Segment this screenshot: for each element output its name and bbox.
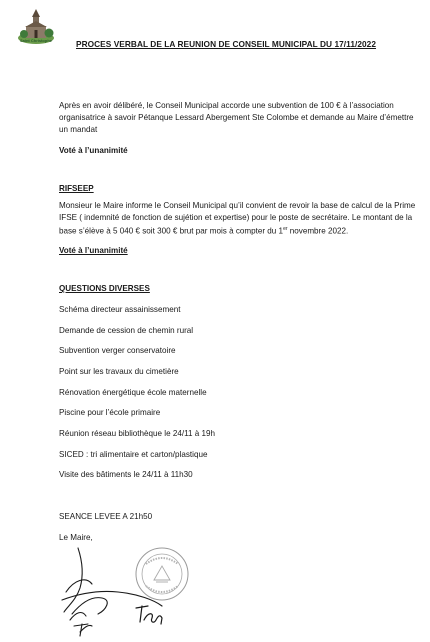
question-item: Subvention verger conservatoire: [59, 346, 176, 355]
subvention-text-line: Après en avoir délibéré, le Conseil Municipal accorde une subvention de 100 € à l’association: [59, 101, 394, 110]
questions-heading: QUESTIONS DIVERSES: [59, 284, 150, 293]
rifseep-heading: RIFSEEP: [59, 184, 94, 193]
question-item: SICED : tri alimentaire et carton/plastique: [59, 450, 208, 459]
rifseep-text-line: [59, 224, 348, 237]
subvention-text-line: un mandat: [59, 125, 98, 134]
question-item: Rénovation énergétique école maternelle: [59, 388, 207, 397]
seance-levee: SEANCE LEVEE A 21h50: [59, 512, 153, 521]
question-item: Réunion réseau bibliothèque le 24/11 à 19h: [59, 429, 216, 438]
question-item: Point sur les travaux du cimetière: [59, 367, 179, 376]
rifseep-text-line: Monsieur le Maire informe le Conseil Municipal qu’il convient de revoir la base de calcul de la Prime: [59, 201, 416, 210]
subvention-vote: Voté à l’unanimité: [59, 146, 128, 155]
logo-caption: Saint Christophe: [19, 38, 52, 43]
rifseep-text-part: base s’élève à 5 040 € soit 300 € brut par mois à compter du 1: [59, 226, 284, 236]
document-title: PROCES VERBAL DE LA REUNION DE CONSEIL MUNICIPAL DU 17/11/2022: [76, 39, 377, 49]
rifseep-vote: Voté à l’unanimité: [59, 246, 128, 255]
municipal-stamp-icon: [134, 546, 190, 602]
question-item: Visite des bâtiments le 24/11 à 11h30: [59, 470, 193, 479]
question-item: Schéma directeur assainissement: [59, 305, 181, 314]
signatory-label: Le Maire,: [59, 533, 93, 542]
rifseep-text-line: IFSE ( indemnité de fonction de sujétion et expertise) pour le poste de secrétaire. Le montant de la: [59, 213, 413, 222]
subvention-text-line: organisatrice à savoir Pétanque Lessard Abergement Ste Colombe et demande au Maire d’émettre: [59, 113, 414, 122]
rifseep-text-part: novembre 2022.: [287, 226, 349, 236]
church-logo-icon: [16, 8, 56, 50]
question-item: Demande de cession de chemin rural: [59, 326, 194, 335]
rifseep-superscript: er: [283, 226, 288, 232]
question-item: Piscine pour l’école primaire: [59, 408, 161, 417]
